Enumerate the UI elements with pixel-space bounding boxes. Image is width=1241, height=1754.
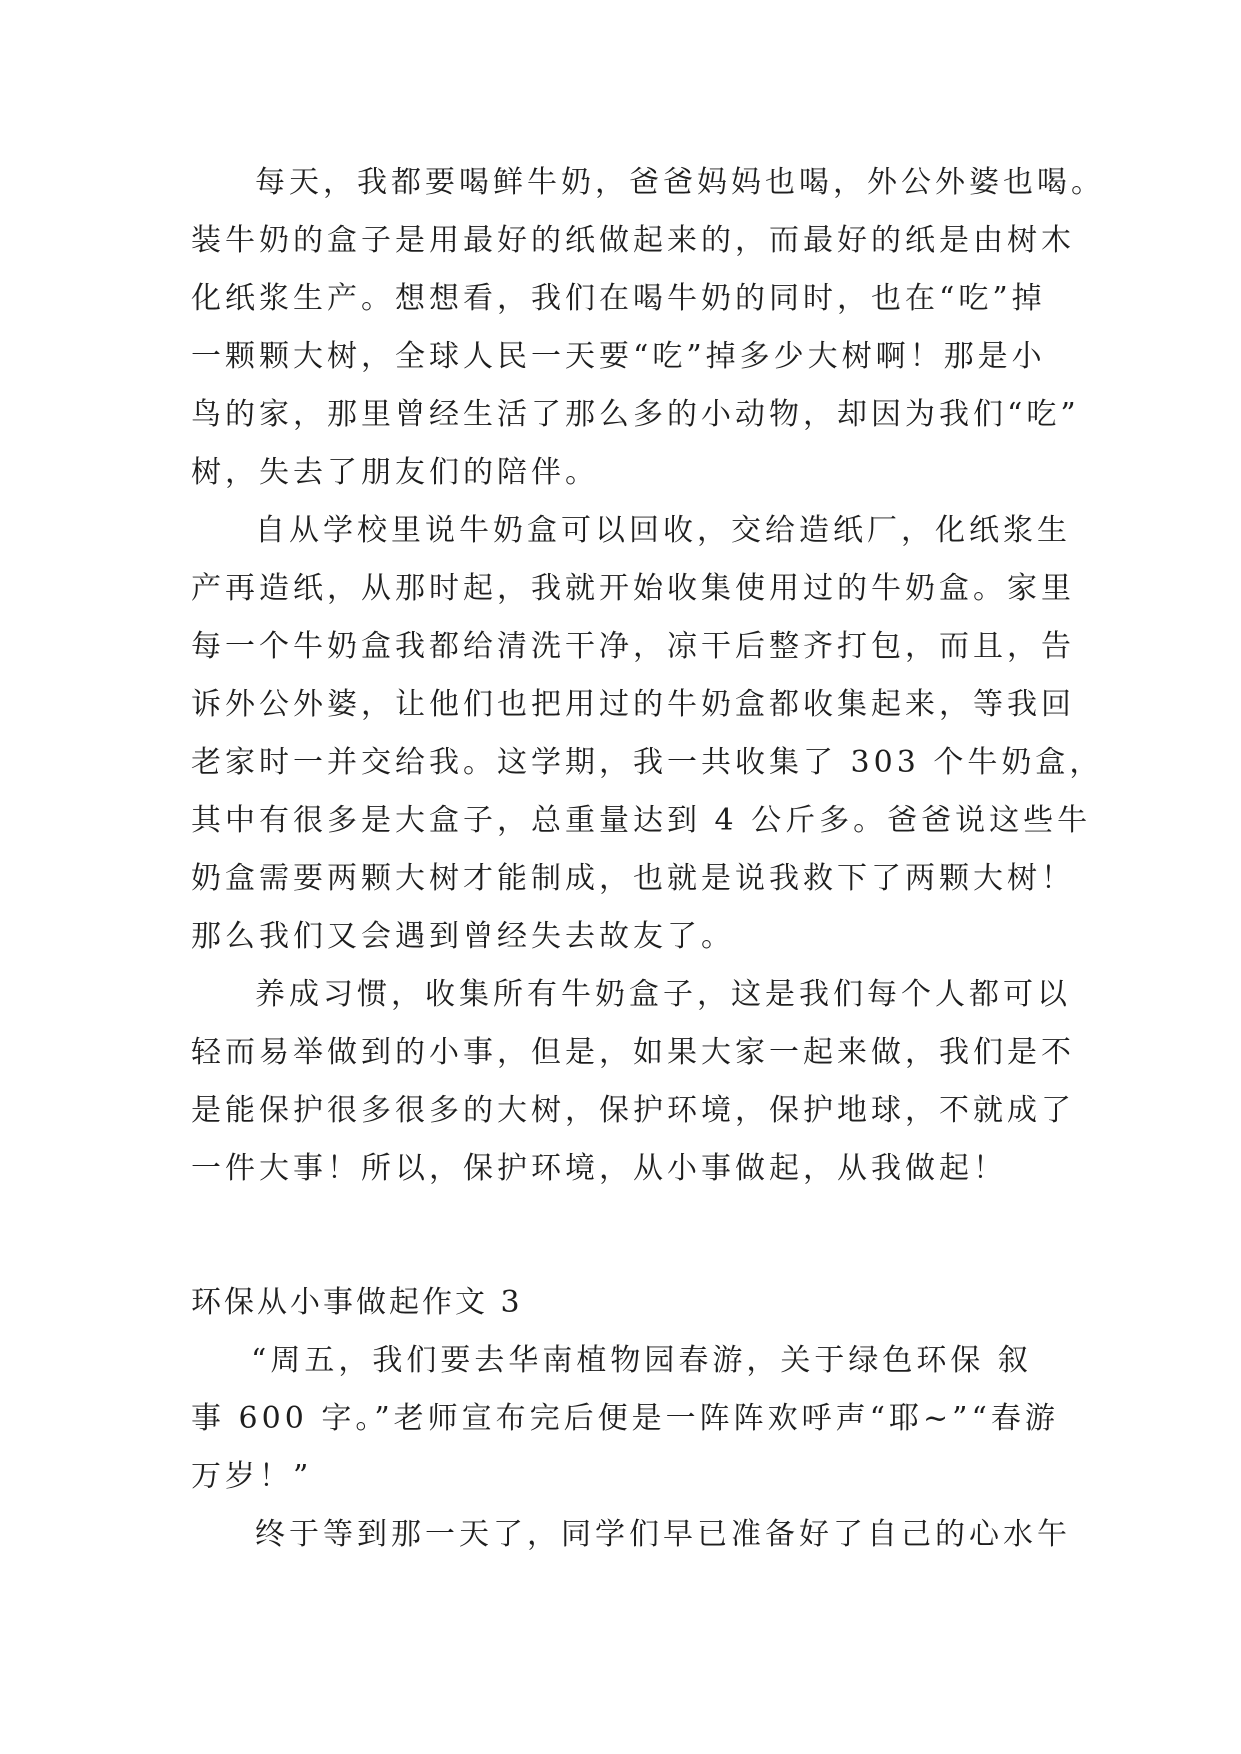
paragraph-2 — [191, 502, 1104, 966]
document-body — [191, 154, 1105, 1564]
text-line: 装牛奶的盒子是用最好的纸做起来的，而最好的纸是由树木 — [191, 223, 1075, 258]
text-line: 奶盒需要两颗大树才能制成，也就是说我救下了两颗大树！ — [191, 861, 1075, 896]
section-heading: 环保从小事做起作文 3 — [191, 1285, 523, 1320]
text-line: 终于等到那一天了，同学们早已准备好了自己的心水午 — [255, 1517, 1071, 1552]
text-line: 产再造纸，从那时起，我就开始收集使用过的牛奶盒。家里 — [191, 571, 1075, 606]
text-line: 自从学校里说牛奶盒可以回收，交给造纸厂，化纸浆生 — [255, 513, 1071, 548]
text-line: 那么我们又会遇到曾经失去故友了。 — [191, 919, 735, 954]
text-line: 万岁！” — [191, 1459, 313, 1494]
text-line: 每一个牛奶盒我都给清洗干净，凉干后整齐打包，而且，告 — [191, 629, 1075, 664]
text-line: 一件大事！所以，保护环境，从小事做起，从我做起！ — [191, 1151, 1007, 1186]
text-line: 轻而易举做到的小事，但是，如果大家一起来做，我们是不 — [191, 1035, 1075, 1070]
text-line: 其中有很多是大盒子，总重量达到 4 公斤多。爸爸说这些牛 — [191, 803, 1092, 838]
text-line: 老家时一并交给我。这学期，我一共收集了 303 个牛奶盒， — [191, 745, 1104, 780]
text-line: 每天，我都要喝鲜牛奶，爸爸妈妈也喝，外公外婆也喝。 — [255, 165, 1105, 200]
section-gap — [191, 1198, 1071, 1274]
text-line: 是能保护很多很多的大树，保护环境，保护地球，不就成了 — [191, 1093, 1075, 1128]
paragraph-5 — [191, 1506, 1071, 1564]
text-line: “周五，我们要去华南植物园春游，关于绿色环保 叙 — [251, 1343, 1032, 1378]
paragraph-4 — [191, 1332, 1071, 1506]
paragraph-1 — [191, 154, 1105, 502]
text-line: 鸟的家，那里曾经生活了那么多的小动物，却因为我们“吃” — [191, 397, 1080, 432]
text-line: 树，失去了朋友们的陪伴。 — [191, 455, 599, 490]
paragraph-3 — [191, 966, 1075, 1198]
text-line: 事 600 字。”老师宣布完后便是一阵阵欢呼声“耶~”“春游 — [191, 1401, 1059, 1436]
text-line: 养成习惯，收集所有牛奶盒子，这是我们每个人都可以 — [255, 977, 1071, 1012]
text-line: 一颗颗大树，全球人民一天要“吃”掉多少大树啊！那是小 — [191, 339, 1046, 374]
text-line: 诉外公外婆，让他们也把用过的牛奶盒都收集起来，等我回 — [191, 687, 1075, 722]
text-line: 化纸浆生产。想想看，我们在喝牛奶的同时，也在“吃”掉 — [191, 281, 1046, 316]
